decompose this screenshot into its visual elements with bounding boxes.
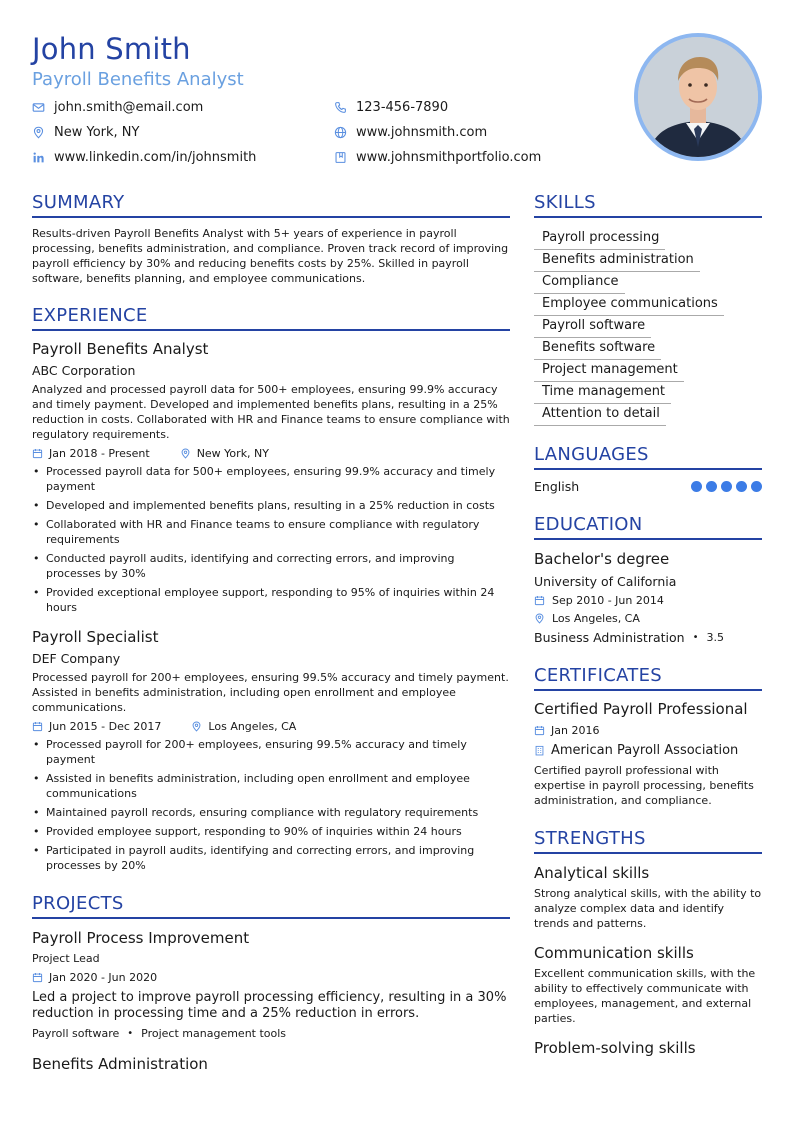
project-role: Project Lead — [32, 952, 100, 965]
list-item: • Provided employee support, responding to 90% of inquiries within 24 hours — [32, 824, 510, 839]
list-item: • Collaborated with HR and Finance teams to ensure compliance with regulatory requirements — [32, 517, 510, 547]
list-item: • Processed payroll data for 500+ employees, ensuring 99.9% accuracy and timely payment — [32, 464, 510, 494]
job-meta — [32, 719, 510, 734]
contact-portfolio[interactable] — [334, 150, 541, 165]
job-location: New York, NY — [196, 447, 269, 460]
project-tag: Project management tools — [141, 1027, 287, 1040]
sidebar-column — [534, 192, 762, 1058]
job-description: Analyzed and processed payroll data for 500+ employees, ensuring 99.9% accuracy and timely payment. Developed and implemented benefits plans, resulting in a 25% reduction in costs. Collaborated with HR and Finance teams to ensure compliance with regulatory requirements. — [32, 383, 510, 441]
skill-tag: Time management — [534, 383, 671, 404]
cert-date: Jan 2016 — [551, 724, 600, 737]
certificates-title: CERTIFICATES — [534, 665, 762, 691]
job-title: Payroll Specialist — [32, 628, 159, 646]
job-company: DEF Company — [32, 651, 121, 666]
calendar-icon — [32, 448, 43, 459]
contact-email[interactable] — [32, 100, 203, 115]
job-dates: Jun 2015 - Dec 2017 — [49, 720, 162, 733]
contact-location — [32, 125, 139, 140]
location-text: New York, NY — [54, 125, 140, 140]
experience-title: EXPERIENCE — [32, 305, 510, 331]
job-bullets — [32, 464, 510, 615]
edu-location: Los Angeles, CA — [552, 612, 640, 625]
job-title: Payroll Benefits Analyst — [32, 340, 209, 358]
location-pin-icon — [180, 448, 191, 459]
experience-item — [32, 627, 510, 873]
job-meta — [32, 446, 510, 461]
language-item — [534, 479, 762, 494]
edu-dates-row — [534, 593, 762, 608]
skills-section — [534, 192, 762, 424]
calendar-icon — [534, 725, 545, 736]
cert-description: Certified payroll professional with expertise in payroll processing, benefits administration, and compliance. — [534, 764, 754, 807]
skills-list — [534, 226, 762, 424]
calendar-icon — [32, 972, 43, 983]
contact-linkedin[interactable] — [32, 150, 256, 165]
edu-location-row — [534, 611, 762, 626]
project-description: Led a project to improve payroll processing efficiency, resulting in a 30% reduction in processing time and a 25% reduction in errors. — [32, 990, 507, 1021]
skill-tag: Payroll software — [534, 317, 651, 338]
cert-date-row — [534, 723, 762, 738]
linkedin-icon — [32, 151, 45, 164]
main-column — [32, 192, 510, 1074]
project-meta — [32, 970, 510, 985]
job-description: Processed payroll for 200+ employees, ensuring 99.5% accuracy and timely payment. Assisted in benefits administration, including open enrollment and employee communications. — [32, 671, 509, 714]
education-title: EDUCATION — [534, 514, 762, 540]
list-item: • Conducted payroll audits, identifying and correcting errors, and improving processes by 30% — [32, 551, 510, 581]
experience-section — [32, 305, 510, 873]
contact-phone[interactable] — [334, 100, 448, 115]
skill-tag: Attention to detail — [534, 405, 666, 426]
portfolio-icon — [334, 151, 347, 164]
project-title: Payroll Process Improvement — [32, 929, 250, 947]
skill-tag: Payroll processing — [534, 229, 665, 250]
list-item: • Assisted in benefits administration, including open enrollment and employee communications — [32, 771, 510, 801]
summary-section — [32, 192, 510, 286]
job-dates: Jan 2018 - Present — [49, 447, 150, 460]
project-item — [32, 1054, 510, 1074]
languages-title: LANGUAGES — [534, 444, 762, 470]
edu-field: Business Administration — [534, 630, 685, 645]
skills-title: SKILLS — [534, 192, 762, 218]
cert-org: American Payroll Association — [551, 743, 739, 758]
email-text: john.smith@email.com — [54, 100, 204, 115]
tag-separator: • — [127, 1028, 134, 1039]
cert-org-row — [534, 742, 762, 759]
portfolio-text: www.johnsmithportfolio.com — [356, 150, 542, 165]
website-text: www.johnsmith.com — [356, 125, 488, 140]
cert-name: Certified Payroll Professional — [534, 700, 748, 718]
edu-degree: Bachelor's degree — [534, 550, 670, 568]
language-level-dots — [687, 481, 762, 492]
linkedin-text: www.linkedin.com/in/johnsmith — [54, 150, 257, 165]
list-item: • Developed and implemented benefits plans, resulting in a 25% reduction in costs — [32, 498, 510, 513]
languages-section — [534, 444, 762, 494]
calendar-icon — [534, 595, 545, 606]
skill-tag: Benefits software — [534, 339, 661, 360]
strengths-section — [534, 828, 762, 1058]
job-company: ABC Corporation — [32, 363, 136, 378]
skill-tag: Employee communications — [534, 295, 724, 316]
email-icon — [32, 101, 45, 114]
language-name: English — [534, 479, 580, 494]
strength-text: Excellent communication skills, with the ability to effectively communicate with employees, management, and external parties. — [534, 967, 756, 1025]
contact-website[interactable] — [334, 125, 487, 140]
summary-text: Results-driven Payroll Benefits Analyst with 5+ years of experience in payroll processing, benefits administration, and compliance. Proven track record of improving payroll efficiency by 30% and reducing benefits costs by 25%. Skilled in payroll software, benefits planning, and employee communications. — [32, 227, 509, 285]
job-bullets — [32, 737, 510, 873]
field-separator: • — [692, 632, 699, 643]
summary-title: SUMMARY — [32, 192, 510, 218]
strength-title: Analytical skills — [534, 864, 650, 882]
location-pin-icon — [534, 613, 545, 624]
location-pin-icon — [191, 721, 202, 732]
education-section — [534, 514, 762, 645]
candidate-role: Payroll Benefits Analyst — [32, 69, 244, 90]
strength-title: Communication skills — [534, 944, 694, 962]
level-dot — [691, 481, 702, 492]
profile-photo — [634, 33, 762, 161]
projects-title: PROJECTS — [32, 893, 510, 919]
edu-dates: Sep 2010 - Jun 2014 — [552, 594, 664, 607]
list-item: • Participated in payroll audits, identifying and correcting errors, and improving processes by 20% — [32, 843, 510, 873]
projects-section — [32, 893, 510, 1074]
project-title: Benefits Administration — [32, 1055, 208, 1073]
resume-header — [32, 32, 632, 93]
experience-item — [32, 339, 510, 615]
edu-school: University of California — [534, 574, 677, 589]
calendar-icon — [32, 721, 43, 732]
profile-portrait-icon — [638, 37, 758, 157]
list-item: • Provided exceptional employee support, responding to 95% of inquiries within 24 hours — [32, 585, 510, 615]
level-dot — [706, 481, 717, 492]
phone-text: 123-456-7890 — [356, 100, 449, 115]
skill-tag: Project management — [534, 361, 684, 382]
level-dot — [721, 481, 732, 492]
globe-icon — [334, 126, 347, 139]
list-item: • Processed payroll for 200+ employees, ensuring 99.5% accuracy and timely payment — [32, 737, 510, 767]
skill-tag: Benefits administration — [534, 251, 700, 272]
certificates-section — [534, 665, 762, 808]
edu-field-row — [534, 630, 762, 645]
project-tag: Payroll software — [32, 1027, 120, 1040]
edu-gpa: 3.5 — [706, 631, 724, 644]
building-icon — [534, 745, 545, 756]
candidate-name: John Smith — [32, 32, 191, 66]
project-dates: Jan 2020 - Jun 2020 — [49, 971, 158, 984]
strengths-title: STRENGTHS — [534, 828, 762, 854]
job-location: Los Angeles, CA — [208, 720, 297, 733]
phone-icon — [334, 101, 347, 114]
level-dot — [736, 481, 747, 492]
list-item: • Maintained payroll records, ensuring compliance with regulatory requirements — [32, 805, 510, 820]
skill-tag: Compliance — [534, 273, 625, 294]
project-tags — [32, 1027, 510, 1040]
level-dot — [751, 481, 762, 492]
strength-title: Problem-solving skills — [534, 1039, 696, 1057]
location-pin-icon — [32, 126, 45, 139]
strength-text: Strong analytical skills, with the ability to analyze complex data and identify trends and patterns. — [534, 887, 762, 930]
project-item — [32, 928, 510, 1040]
